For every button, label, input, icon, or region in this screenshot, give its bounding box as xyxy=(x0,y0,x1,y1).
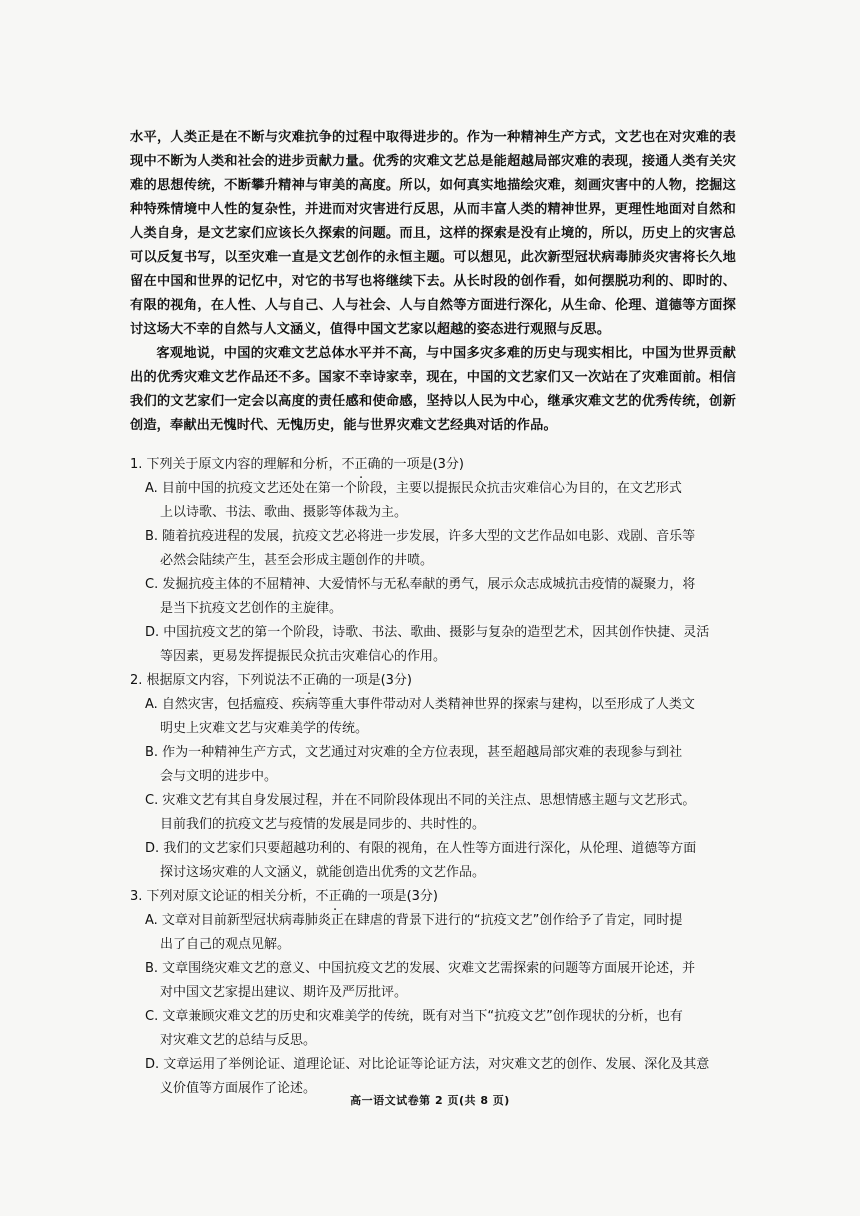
answer-option xyxy=(143,525,742,573)
reading-passage xyxy=(130,126,736,438)
option-line: D. 文章运用了举例论证、道理论证、对比论证等论证方法，对灾难文艺的创作、发展、深化及其意 xyxy=(145,1057,710,1072)
passage-line: 的人物，挖掘这种特殊情境中人性的复杂性，并进而对灾害进行反思，从而丰富人类的精神世界，更 xyxy=(130,178,736,217)
passage-paragraph xyxy=(130,126,736,342)
passage-line: 秀传统，创新创造，奉献出无愧时代、无愧历史，能与世界灾难文艺经典对话的作品。 xyxy=(130,394,736,433)
stem-text: 2. 根据原文内容，下列说法 xyxy=(130,673,290,688)
option-line: C. 文章兼顾灾难文艺的历史和灾难美学的传统，既有对当下“抗疫文艺”创作现状的分析，也有 xyxy=(145,1009,683,1024)
passage-line: 行观照与反思。 xyxy=(516,322,611,337)
page-footer: 高一语文试卷第 2 页(共 8 页) xyxy=(350,1094,510,1107)
passage-line: 客观地说，中国的灾难文艺总体水平并不高，与中国多灾多难的历史与现实相比，中国为世界 xyxy=(156,346,710,361)
question-stem xyxy=(130,885,742,909)
option-line: A. 目前中国的抗疫文艺还处在第一个阶段，主要以提振民众抗击灾难信心为目的，在文艺形式 xyxy=(145,481,682,496)
option-line: 目前我们的抗疫文艺与疫情的发展是同步的、共时性的。 xyxy=(160,817,486,832)
passage-line: 理性地面对自然和人类自身，是文艺家们应该长久探索的问题。而且，这样的探索是没有止境的， xyxy=(130,202,736,241)
passage-paragraph xyxy=(130,342,736,438)
emphasis-text: 不正确 xyxy=(341,457,381,472)
passage-line: 人类有关灾难的思想传统，不断攀升精神与审美的高度。所以，如何真实地描绘灾难，刻画灾害中 xyxy=(130,154,736,193)
option-line: 对中国文艺家提出建议、期许及严厉批评。 xyxy=(160,985,408,1000)
answer-option xyxy=(143,1005,742,1053)
answer-option xyxy=(143,621,742,669)
passage-line: 前。相信我们的文艺家们一定会以高度的责任感和使命感，坚持以人民为中心，继承灾难文艺的优 xyxy=(130,370,736,409)
option-line: A. 文章对目前新型冠状病毒肺炎正在肆虐的背景下进行的“抗疫文艺”创作给予了肯定，同时提 xyxy=(145,913,683,928)
option-line: B. 随着抗疫进程的发展，抗疫文艺必将进一步发展，许多大型的文艺作品如电影、戏剧、音乐等 xyxy=(145,529,696,544)
answer-option xyxy=(143,477,742,525)
passage-line: 的表现中不断为人类和社会的进步贡献力量。优秀的灾难文艺总是能超越局部灾难的表现，接通 xyxy=(130,130,736,169)
answer-option xyxy=(143,909,742,957)
option-line: C. 发掘抗疫主体的不屈精神、大爱情怀与无私奉献的勇气，展示众志成城抗击疫情的凝聚力，将 xyxy=(145,577,696,592)
option-line: 是当下抗疫文艺创作的主旋律。 xyxy=(160,601,343,616)
passage-line: 冠状病毒肺炎灾害将长久地留在中国和世界的记忆中，对它的书写也将继续下去。从长时段的创 xyxy=(130,250,736,289)
answer-option xyxy=(143,693,742,741)
question-3 xyxy=(130,885,742,1101)
stem-text: 的一项是(3分) xyxy=(354,889,438,904)
option-line: 等因素，更易发挥提振民众抗击灾难信心的作用。 xyxy=(160,649,447,664)
option-line: 会与文明的进步中。 xyxy=(160,769,278,784)
answer-option xyxy=(143,741,742,789)
stem-text: 1. 下列关于原文内容的理解和分析， xyxy=(130,457,342,472)
option-line: B. 文章围绕灾难文艺的意义、中国抗疫文艺的发展、灾难文艺需探索的问题等方面展开论述，并 xyxy=(145,961,696,976)
stem-text: 的一项是(3分) xyxy=(328,673,412,688)
passage-line: 化，从生命、伦理、道德等方面探讨这场大不幸的自然与人文涵义，值得中国文艺家以超越的姿态进 xyxy=(130,298,737,337)
option-line: D. 我们的文艺家们只要超越功利的、有限的视角，在人性等方面进行深化，从伦理、道德等方面 xyxy=(145,841,697,856)
passage-line: 水平，人类正是在不断与灾难抗争的过程中取得进步的。作为一种精神生产方式，文艺也在对灾难 xyxy=(130,130,710,145)
passage-line: 作看，如何摆脱功利的、即时的、有限的视角，在人性、人与自己、人与社会、人与自然等方面进行深 xyxy=(130,274,737,313)
emphasis-text: 不正确 xyxy=(289,673,329,688)
stem-text: 3. 下列对原文论证的相关分析， xyxy=(130,889,316,904)
emphasis-text: 不正确 xyxy=(315,889,355,904)
option-line: A. 自然灾害，包括瘟疫、疾病等重大事件带动对人类精神世界的探索与建构，以至形成了人类文 xyxy=(145,697,695,712)
answer-option xyxy=(143,573,742,621)
answer-option xyxy=(143,837,742,885)
option-line: 义价值等方面展作了论述。 xyxy=(160,1081,317,1096)
passage-line: 贡献出的优秀灾难文艺作品还不多。国家不幸诗家幸，现在，中国的文艺家们又一次站在了灾难面 xyxy=(130,346,736,385)
option-line: 对灾难文艺的总结与反思。 xyxy=(160,1033,317,1048)
question-1 xyxy=(130,453,742,669)
question-2 xyxy=(130,669,742,885)
option-line: B. 作为一种精神生产方式，文艺通过对灾难的全方位表现，甚至超越局部灾难的表现参与到社 xyxy=(145,745,683,760)
option-line: 必然会陆续产生，甚至会形成主题创作的井喷。 xyxy=(160,553,434,568)
answer-option xyxy=(143,957,742,1005)
stem-text: 的一项是(3分) xyxy=(380,457,464,472)
option-line: 出了自己的观点见解。 xyxy=(160,937,291,952)
option-line: 上以诗歌、书法、歌曲、摄影等体裁为主。 xyxy=(160,505,408,520)
answer-option xyxy=(143,789,742,837)
option-line: 探讨这场灾难的人文涵义，就能创造出优秀的文艺作品。 xyxy=(160,865,486,880)
option-line: 明史上灾难文艺与灾难美学的传统。 xyxy=(160,721,369,736)
option-line: D. 中国抗疫文艺的第一个阶段，诗歌、书法、歌曲、摄影与复杂的造型艺术，因其创作快捷、灵活 xyxy=(145,625,710,640)
question-stem xyxy=(130,453,742,477)
option-line: C. 灾难文艺有其自身发展过程，并在不同阶段体现出不同的关注点、思想情感主题与文艺形式。 xyxy=(145,793,696,808)
question-list xyxy=(130,453,742,1101)
passage-line: 所以，历史上的灾害总可以反复书写，以至灾难一直是文艺创作的永恒主题。可以想见，此次新型 xyxy=(130,226,737,265)
question-stem xyxy=(130,669,742,693)
